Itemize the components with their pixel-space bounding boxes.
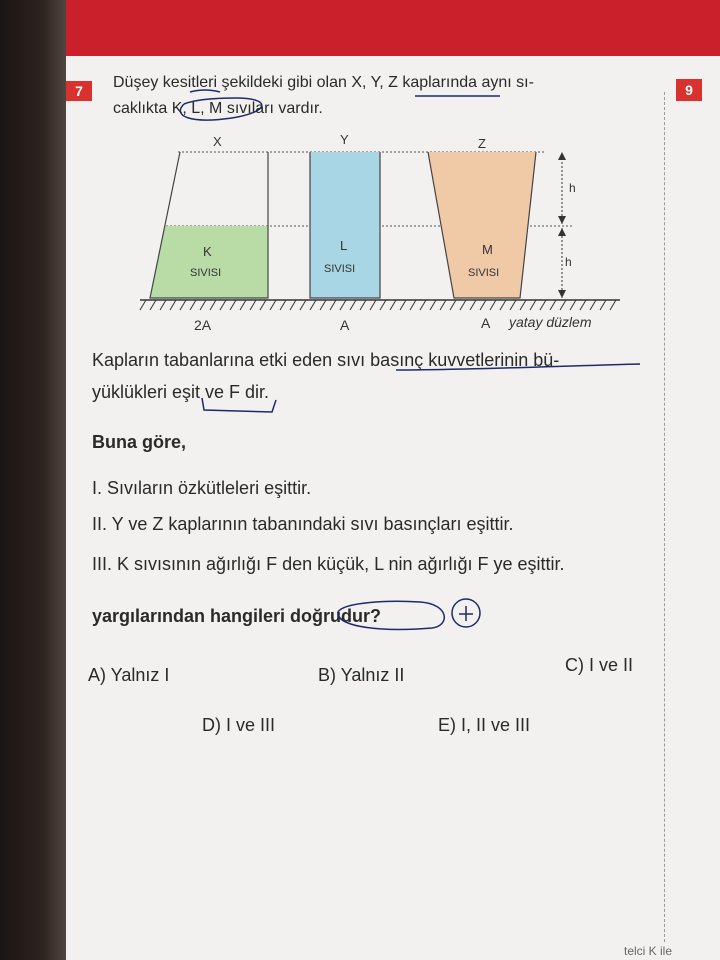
base-area-y: A	[340, 317, 350, 333]
corner-text: telci K ile	[624, 944, 673, 958]
lead-text: Buna göre,	[92, 432, 187, 452]
underline-kesitleri-mark	[190, 90, 220, 92]
question-number: 7	[66, 81, 92, 101]
liquid-l-letter: L	[340, 238, 348, 253]
option-e[interactable]: E) I, II ve III	[438, 715, 531, 735]
question-text: yargılarından hangileri doğrudur?	[92, 606, 382, 626]
page-badge: 9	[676, 79, 702, 101]
underline-basinc-mark	[396, 364, 640, 370]
circle-dogrudur-mark	[338, 601, 444, 629]
option-d[interactable]: D) I ve III	[202, 715, 276, 735]
liquid-m-word: SIVISI	[468, 267, 500, 279]
statement-1: I. Sıvıların özkütleleri eşittir.	[92, 478, 312, 498]
ground-label: yatay düzlem	[509, 314, 592, 330]
liquid-l-word: SIVISI	[324, 263, 356, 275]
option-a[interactable]: A) Yalnız I	[88, 665, 170, 685]
liquid-k-letter: K	[203, 244, 212, 259]
bracket-esit-mark	[202, 398, 276, 412]
option-b[interactable]: B) Yalnız II	[318, 665, 405, 685]
circle-klm-mark	[180, 98, 261, 120]
liquid-m-letter: M	[482, 242, 493, 257]
base-area-x: 2A	[194, 317, 212, 333]
question-stem-line2: caklıkta K, L, M sıvıları vardır.	[113, 100, 323, 117]
height-label-lower: h	[565, 255, 572, 269]
paragraph-line1: Kapların tabanlarına etki eden sıvı basınç kuvvetlerinin bü-	[92, 350, 560, 370]
question-stem-line1: Düşey kesitleri şekildeki gibi olan X, Y, Z kaplarında aynı sı-	[113, 74, 534, 91]
statement-2: II. Y ve Z kaplarının tabanındaki sıvı basınçları eşittir.	[92, 514, 514, 534]
liquid-k-word: SIVISI	[190, 267, 222, 279]
height-label-upper: h	[569, 181, 576, 195]
plus-sign-mark	[459, 606, 473, 621]
option-c[interactable]: C) I ve II	[565, 655, 634, 675]
statement-3: III. K sıvısının ağırlığı F den küçük, L nin ağırlığı F ye eşittir.	[92, 554, 565, 574]
container-x-label: X	[213, 134, 222, 149]
container-y-label: Y	[340, 132, 349, 147]
base-area-z: A	[481, 315, 491, 331]
paragraph-line2: yüklükleri eşit ve F dir.	[92, 382, 270, 402]
container-z-label: Z	[478, 136, 486, 151]
